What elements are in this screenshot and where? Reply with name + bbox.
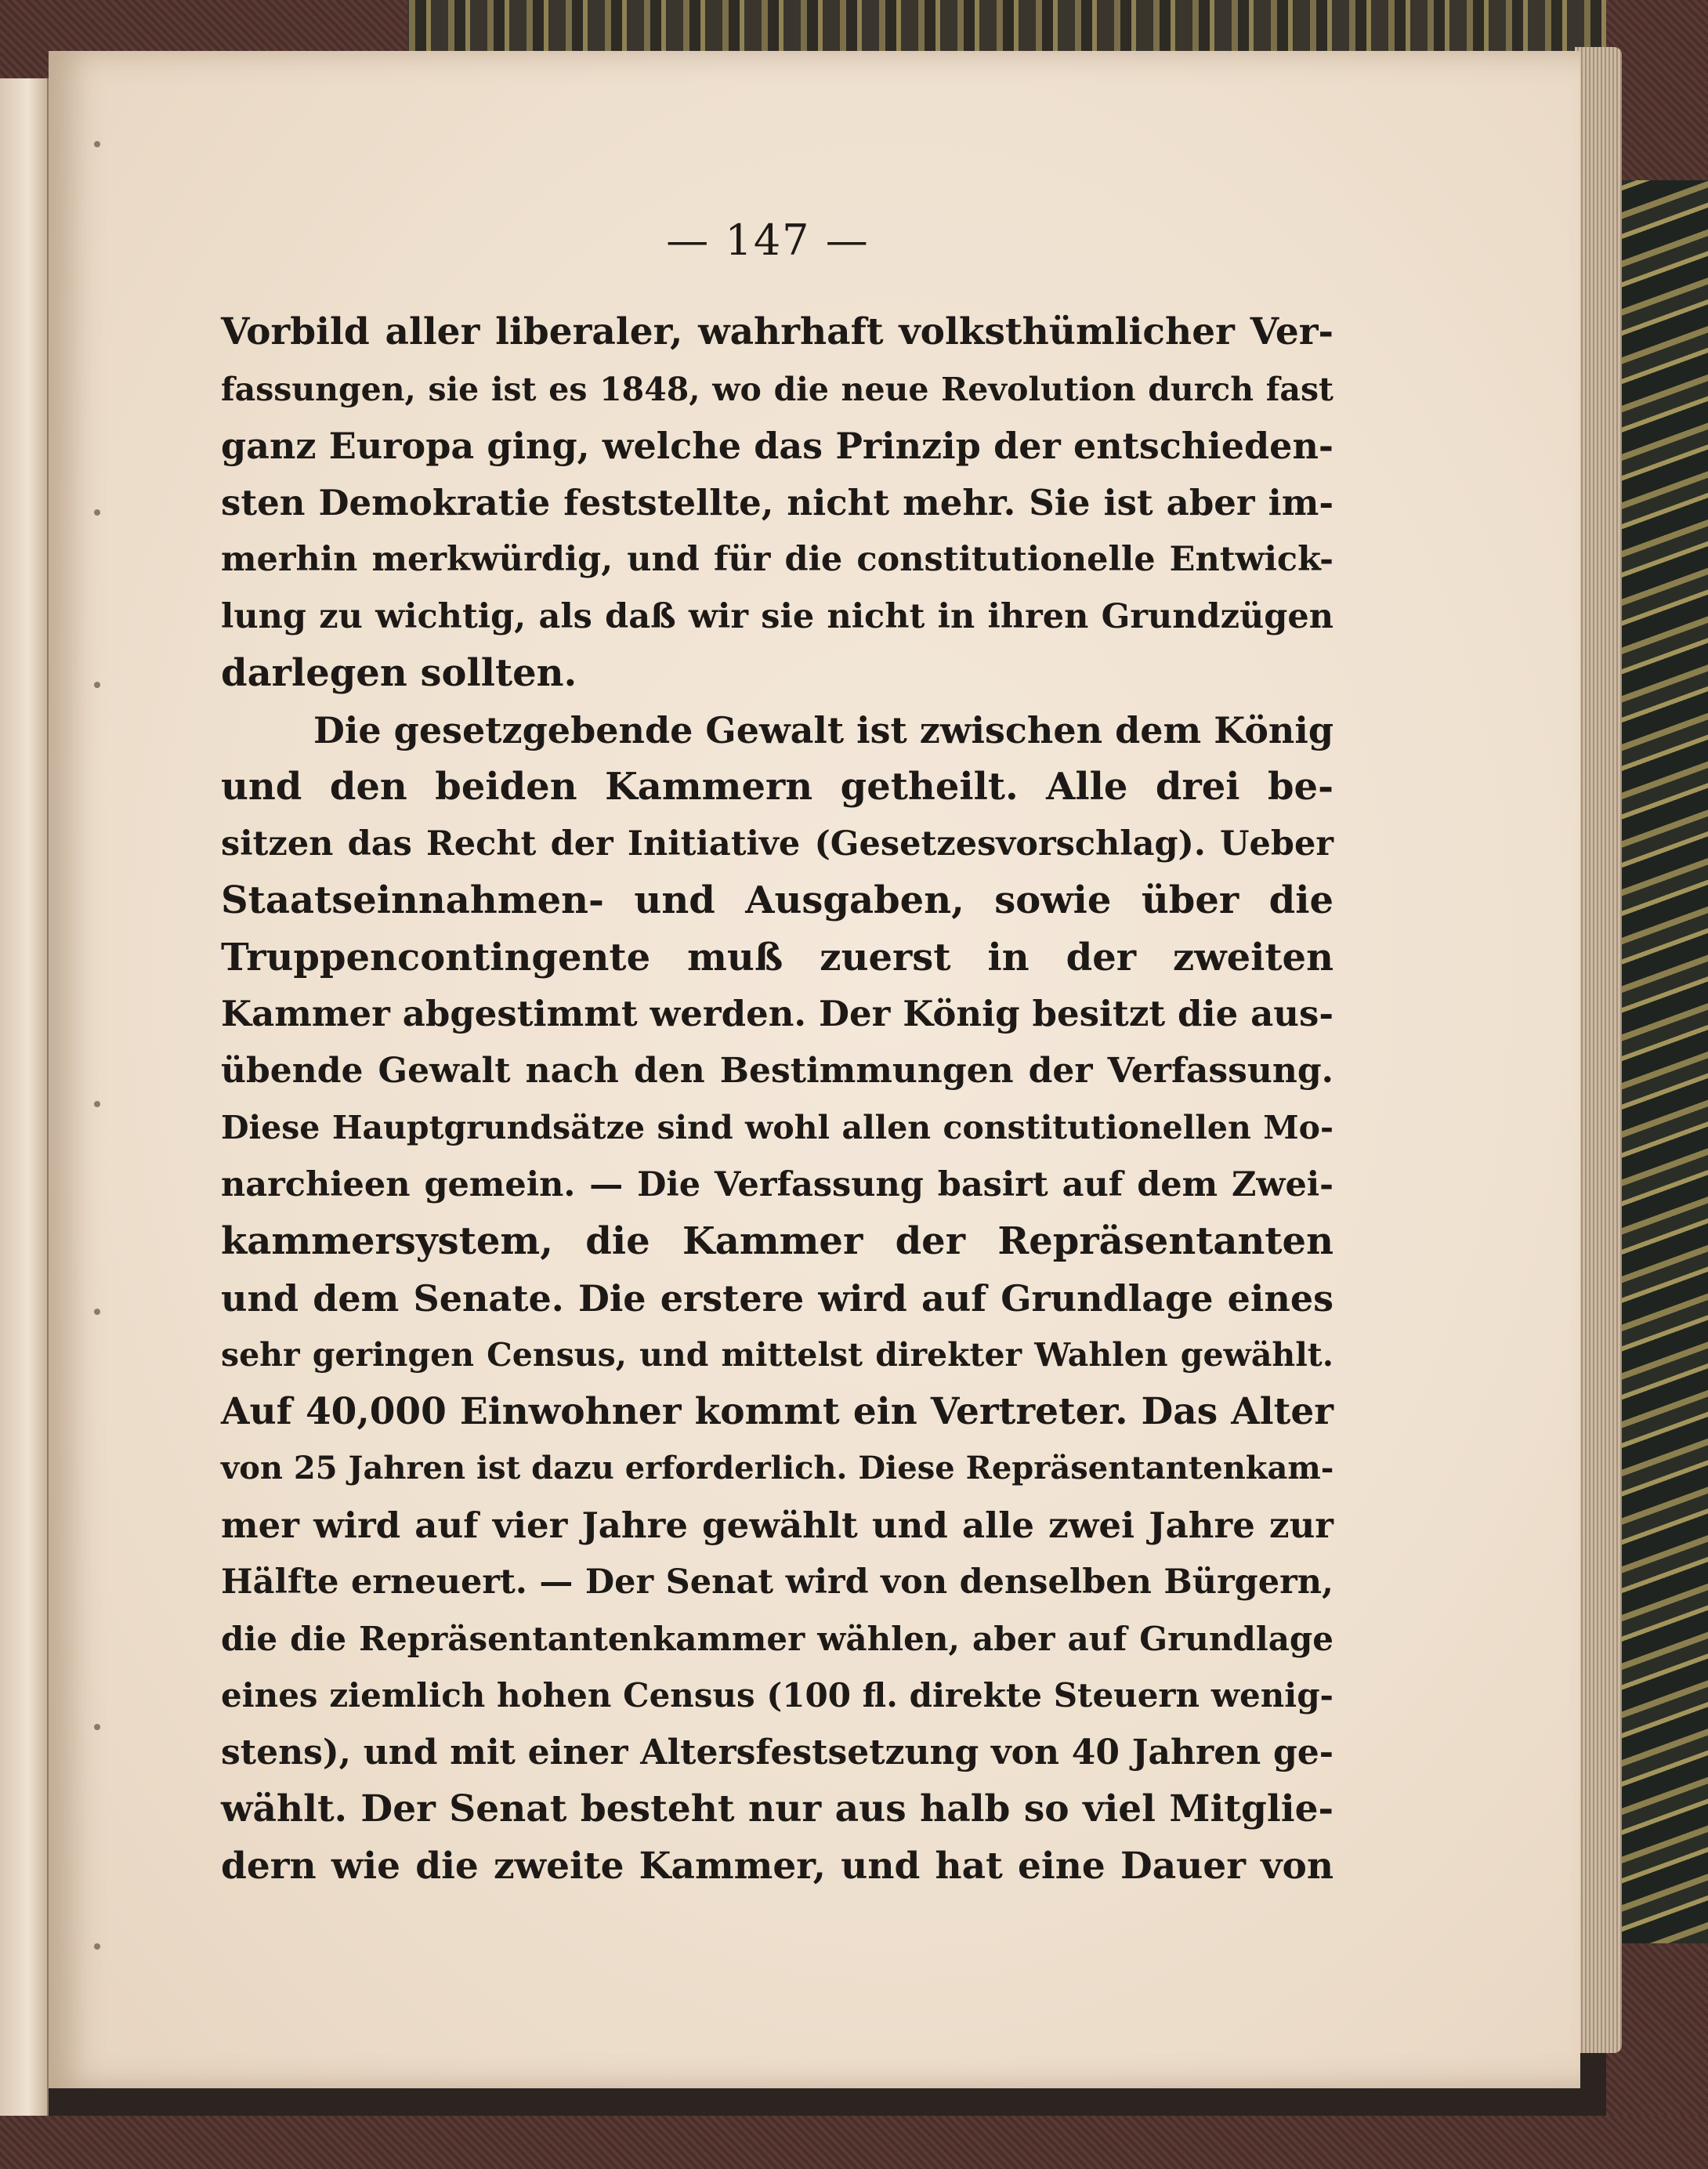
page-number: — 147 —: [666, 215, 870, 265]
binding-stitch-icon: [94, 509, 100, 516]
text-line: von 25 Jahren ist dazu erforderlich. Diese Repräsentantenkam-: [221, 1450, 1334, 1486]
text-line: Vorbild aller liberaler, wahrhaft volksthümlicher Ver-: [221, 310, 1333, 353]
text-line: sten Demokratie feststellte, nicht mehr. Sie ist aber im-: [221, 481, 1333, 523]
text-line: Staatseinnahmen- und Ausgaben, sowie über die: [221, 878, 1333, 922]
text-line: stens), und mit einer Altersfestsetzung von 40 Jahren ge-: [221, 1732, 1333, 1772]
binding-stitch-icon: [94, 1309, 100, 1315]
text-line: übende Gewalt nach den Bestimmungen der Verfassung.: [221, 1050, 1333, 1091]
binding-stitch-icon: [94, 141, 100, 147]
text-line: darlegen sollten.: [221, 651, 577, 695]
previous-page-edge: [0, 78, 49, 2116]
text-line: narchieen gemein. — Die Verfassung basirt auf dem Zwei-: [221, 1164, 1333, 1204]
text-line: Hälfte erneuert. — Der Senat wird von denselben Bürgern,: [221, 1562, 1333, 1602]
binding-stitch-icon: [94, 682, 100, 688]
binding-stitch-icon: [94, 1943, 100, 1950]
text-line: wählt. Der Senat besteht nur aus halb so viel Mitglie-: [221, 1787, 1333, 1830]
book-cover-marbled-edge: [1614, 0, 1708, 2169]
binding-stitch-icon: [94, 1724, 100, 1730]
page-stack-edge: [1575, 47, 1622, 2053]
text-line: ganz Europa ging, welche das Prinzip der entschieden-: [221, 425, 1333, 467]
text-line: sehr geringen Census, und mittelst direkter Wahlen gewählt.: [221, 1336, 1333, 1374]
binding-stitch-icon: [94, 1101, 100, 1107]
text-line: Kammer abgestimmt werden. Der König besitzt die aus-: [221, 993, 1333, 1034]
book-cover-bottom: [0, 2116, 1708, 2169]
text-line: und dem Senate. Die erstere wird auf Grundlage eines: [221, 1276, 1333, 1320]
text-line: lung zu wichtig, als daß wir sie nicht in ihren Grundzügen: [221, 596, 1333, 636]
text-line: kammersystem, die Kammer der Repräsentanten: [221, 1219, 1333, 1263]
body-text: [221, 304, 1333, 1895]
text-line: merhin merkwürdig, und für die constitutionelle Entwick-: [221, 540, 1333, 579]
text-line: dern wie die zweite Kammer, und hat eine Dauer von: [221, 1844, 1333, 1888]
text-line: Die gesetzgebende Gewalt ist zwischen dem König: [313, 708, 1333, 751]
text-line: Truppencontingente muß zuerst in der zweiten: [221, 935, 1333, 979]
text-line: und den beiden Kammern getheilt. Alle drei be-: [221, 765, 1333, 809]
text-line: Auf 40,000 Einwohner kommt ein Vertreter. Das Alter: [221, 1389, 1333, 1433]
text-line: eines ziemlich hohen Census (100 fl. direkte Steuern wenig-: [221, 1676, 1333, 1715]
text-line: die die Repräsentantenkammer wählen, aber auf Grundlage: [221, 1619, 1333, 1658]
text-line: Diese Hauptgrundsätze sind wohl allen constitutionellen Mo-: [221, 1109, 1333, 1146]
text-line: sitzen das Recht der Initiative (Gesetzesvorschlag). Ueber: [221, 824, 1333, 864]
text-line: mer wird auf vier Jahre gewählt und alle zwei Jahre zur: [221, 1504, 1333, 1546]
text-line: fassungen, sie ist es 1848, wo die neue Revolution durch fast: [221, 370, 1333, 408]
